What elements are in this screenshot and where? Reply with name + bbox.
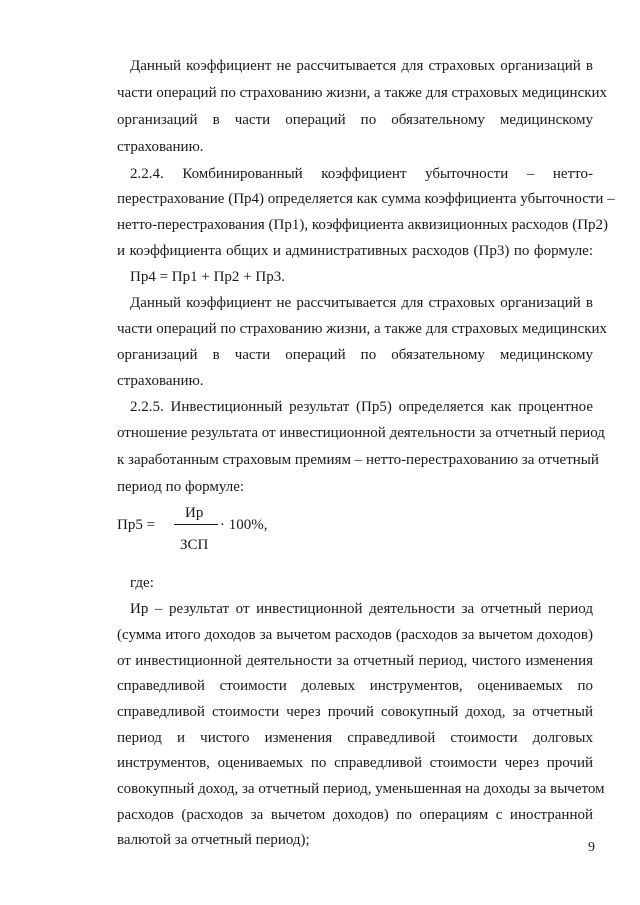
definition-line: справедливой стоимости долевых инструментов, оцениваемых по bbox=[117, 678, 593, 694]
formula-lhs: Пр5 = bbox=[117, 517, 156, 533]
paragraph-line: отношение результата от инвестиционной деятельности за отчетный период bbox=[117, 425, 605, 441]
paragraph-line: Данный коэффициент не рассчитывается для страховых организаций в bbox=[130, 58, 593, 74]
where-label: где: bbox=[130, 575, 154, 591]
definition-line: Ир – результат от инвестиционной деятельности за отчетный период bbox=[130, 601, 593, 617]
paragraph-line: период по формуле: bbox=[117, 479, 245, 495]
section-heading-line: 2.2.5. Инвестиционный результат (Пр5) определяется как процентное bbox=[130, 399, 593, 415]
definition-line: совокупный доход, за отчетный период, уменьшенная на доходы за вычетом bbox=[117, 781, 605, 797]
paragraph-line: организаций в части операций по обязательному медицинскому bbox=[117, 112, 593, 128]
paragraph-line: и коэффициента общих и административных расходов (Пр3) по формуле: bbox=[117, 243, 593, 259]
definition-line: от инвестиционной деятельности за отчетный период, чистого изменения bbox=[117, 653, 593, 669]
definition-line: расходов (расходов за вычетом доходов) по операциям с иностранной bbox=[117, 807, 593, 823]
paragraph-line: части операций по страхованию жизни, а также для страховых медицинских bbox=[117, 85, 608, 101]
paragraph-line: Данный коэффициент не рассчитывается для страховых организаций в bbox=[130, 295, 593, 311]
formula-multiplier: · 100%, bbox=[220, 517, 268, 533]
formula-numerator: Ир bbox=[185, 505, 204, 521]
definition-line: инструментов, оцениваемых по справедливой стоимости через прочий bbox=[117, 755, 593, 771]
definition-line: период и чистого изменения справедливой стоимости долговых bbox=[117, 730, 593, 746]
section-heading-line: 2.2.4. Комбинированный коэффициент убыточности – нетто- bbox=[130, 166, 593, 182]
paragraph-line: части операций по страхованию жизни, а также для страховых медицинских bbox=[117, 321, 608, 337]
page-number: 9 bbox=[588, 840, 595, 855]
formula-denominator: ЗСП bbox=[180, 537, 209, 553]
fraction-bar bbox=[174, 524, 218, 525]
paragraph-line: организаций в части операций по обязательному медицинскому bbox=[117, 347, 593, 363]
definition-line: справедливой стоимости через прочий совокупный доход, за отчетный bbox=[117, 704, 593, 720]
paragraph-line: нетто-перестрахования (Пр1), коэффициента аквизиционных расходов (Пр2) bbox=[117, 217, 609, 233]
paragraph-line: к заработанным страховым премиям – нетто-перестрахованию за отчетный bbox=[117, 452, 599, 468]
paragraph-line: страхованию. bbox=[117, 373, 204, 389]
definition-line: (сумма итого доходов за вычетом расходов (расходов за вычетом доходов) bbox=[117, 627, 593, 643]
formula-pr4: Пр4 = Пр1 + Пр2 + Пр3. bbox=[130, 269, 285, 285]
definition-line: валютой за отчетный период); bbox=[117, 832, 310, 848]
paragraph-line: перестрахование (Пр4) определяется как сумма коэффициента убыточности – bbox=[117, 191, 615, 207]
paragraph-line: страхованию. bbox=[117, 139, 204, 155]
